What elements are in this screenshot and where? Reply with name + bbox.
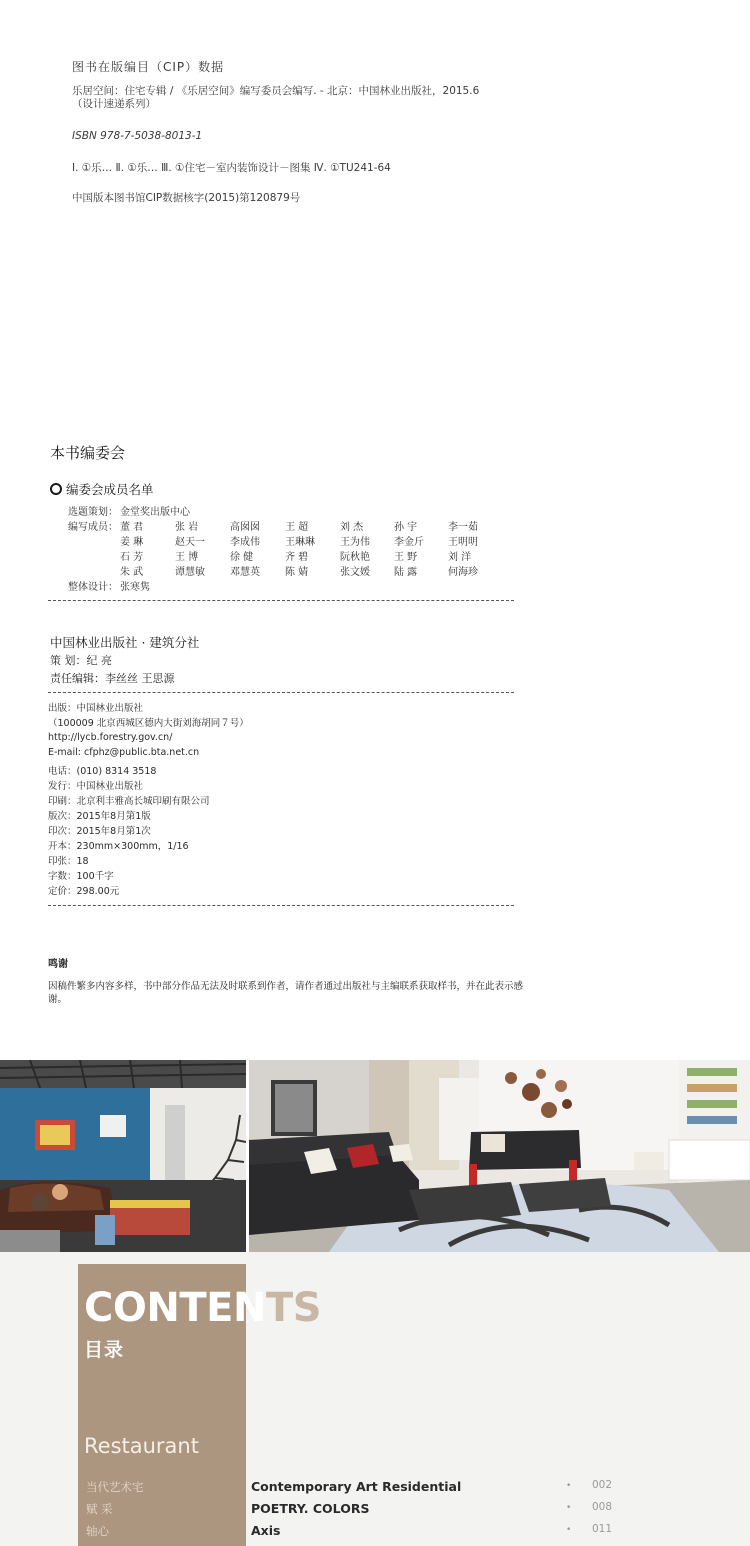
- committee-row-label: 整体设计：: [68, 582, 118, 593]
- committee-name: 陈 婧: [285, 567, 309, 578]
- toc-dot-icon: •: [566, 1481, 572, 1491]
- committee-name: 王明明: [448, 537, 478, 548]
- committee-row-label: 编写成员：: [68, 522, 118, 533]
- toc-page-number: 011: [592, 1523, 613, 1535]
- section-restaurant: Restaurant: [84, 1434, 199, 1458]
- interior-photo-left: [0, 1060, 246, 1252]
- toc-entry-en[interactable]: Contemporary Art Residential: [251, 1479, 462, 1494]
- interior-photo-right: [249, 1060, 750, 1252]
- toc-entry-en[interactable]: POETRY. COLORS: [251, 1501, 370, 1516]
- contents-heading-zh: 目录: [84, 1339, 125, 1361]
- circle-bullet-icon: [50, 483, 62, 495]
- thanks-title: 鸣谢: [48, 959, 68, 970]
- committee-name: 朱 武: [120, 567, 144, 578]
- publish-info-line: 印刷：北京利丰雅高长城印刷有限公司: [48, 796, 210, 807]
- committee-name: 徐 健: [230, 552, 254, 563]
- committee-name: 邓慧英: [230, 567, 260, 578]
- toc-page-number: 008: [592, 1501, 613, 1513]
- publish-info-line: 出版：中国林业出版社: [48, 703, 144, 714]
- publish-info-line: 发行：中国林业出版社: [48, 781, 144, 792]
- cip-title: 图书在版编目（CIP）数据: [72, 60, 225, 74]
- committee-name: 张文媛: [340, 567, 370, 578]
- committee-name: 刘 洋: [448, 552, 472, 563]
- interior-photo-left-art: [0, 1060, 246, 1252]
- committee-name: 赵天一: [175, 537, 205, 548]
- publisher-url: http://lycb.forestry.gov.cn/: [48, 732, 173, 743]
- cip-data-number: 中国版本图书馆CIP数据核字(2015)第120879号: [72, 192, 301, 204]
- committee-name: 刘 杰: [340, 522, 364, 533]
- committee-name: 李一茹: [448, 522, 478, 533]
- toc-entry-zh: 当代艺术宅: [86, 1480, 144, 1494]
- publish-info-line: 版次：2015年8月第1版: [48, 811, 151, 822]
- committee-name: 石 芳: [120, 552, 144, 563]
- cip-isbn: ISBN 978-7-5038-8013-1: [72, 130, 203, 142]
- committee-name: 王 超: [285, 522, 309, 533]
- committee-name: 谭慧敏: [175, 567, 205, 578]
- cip-line-1: 乐居空间：住宅专辑 / 《乐居空间》编写委员会编写. - 北京：中国林业出版社，2015.6: [72, 85, 480, 97]
- contents-heading-main: CONTEN: [84, 1285, 266, 1331]
- toc-dot-icon: •: [566, 1503, 572, 1513]
- committee-name: 李成伟: [230, 537, 260, 548]
- committee-name: 孙 宇: [394, 522, 418, 533]
- committee-name: 陆 露: [394, 567, 418, 578]
- dashed-divider: [48, 905, 514, 906]
- committee-name: 王 野: [394, 552, 418, 563]
- cip-classification: Ⅰ. ①乐… Ⅱ. ①乐… Ⅲ. ①住宅－室内装饰设计－图集 Ⅳ. ①TU241-64: [72, 162, 391, 174]
- toc-entry-zh: 赋 采: [86, 1502, 113, 1516]
- contents-heading-tail: TS: [265, 1285, 322, 1331]
- thanks-text: 因稿件繁多内容多样，书中部分作品无法及时联系到作者，请作者通过出版社与主编联系获取样书，并在此表示感谢。: [48, 981, 524, 1005]
- members-title: 编委会成员名单: [66, 482, 154, 497]
- committee-name: 齐 碧: [285, 552, 309, 563]
- committee-name: 何海珍: [448, 567, 478, 578]
- publisher-name: 中国林业出版社 · 建筑分社: [50, 635, 200, 650]
- price-line: 定价：298.00元: [48, 886, 120, 897]
- committee-name: 阮秋艳: [340, 552, 370, 563]
- committee-name: 董 君: [120, 522, 144, 533]
- publish-info-line: （100009 北京西城区德内大街刘海胡同７号）: [48, 718, 249, 729]
- committee-name: 王 博: [175, 552, 199, 563]
- planner-line: 策 划：纪 亮: [50, 654, 112, 667]
- publish-info-line: 印张：18: [48, 856, 89, 867]
- committee-name: 高囡囡: [230, 522, 260, 533]
- committee-name: 王为伟: [340, 537, 370, 548]
- publish-info-line: 电话：(010) 8314 3518: [48, 766, 157, 777]
- cip-line-2: （设计速递系列）: [72, 98, 156, 110]
- contents-heading: [84, 1285, 321, 1331]
- committee-name: 王琳琳: [285, 537, 315, 548]
- toc-entry-zh: 轴心: [86, 1524, 109, 1538]
- publish-info-line: 开本：230mm×300mm，1/16: [48, 841, 189, 852]
- committee-name: 张寒隽: [120, 582, 150, 593]
- committee-name: 张 岩: [175, 522, 199, 533]
- editor-line: 责任编辑：李丝丝 王思源: [50, 672, 175, 685]
- toc-entry-en[interactable]: Axis: [251, 1523, 281, 1538]
- dashed-divider: [48, 692, 514, 693]
- committee-name: 李金斤: [394, 537, 424, 548]
- publish-info-line: 字数：100千字: [48, 871, 114, 882]
- committee-title: 本书编委会: [50, 444, 126, 462]
- committee-name: 金堂奖出版中心: [120, 507, 190, 518]
- committee-row-label: 选题策划：: [68, 507, 118, 518]
- toc-page-number: 002: [592, 1479, 613, 1491]
- committee-name: 姜 琳: [120, 537, 144, 548]
- interior-photo-right-art: [249, 1060, 750, 1252]
- dashed-divider: [48, 600, 514, 601]
- publish-info-line: 印次：2015年8月第1次: [48, 826, 151, 837]
- publisher-email: E-mail: cfphz@public.bta.net.cn: [48, 747, 200, 758]
- members-heading: [50, 480, 154, 498]
- toc-dot-icon: •: [566, 1525, 572, 1535]
